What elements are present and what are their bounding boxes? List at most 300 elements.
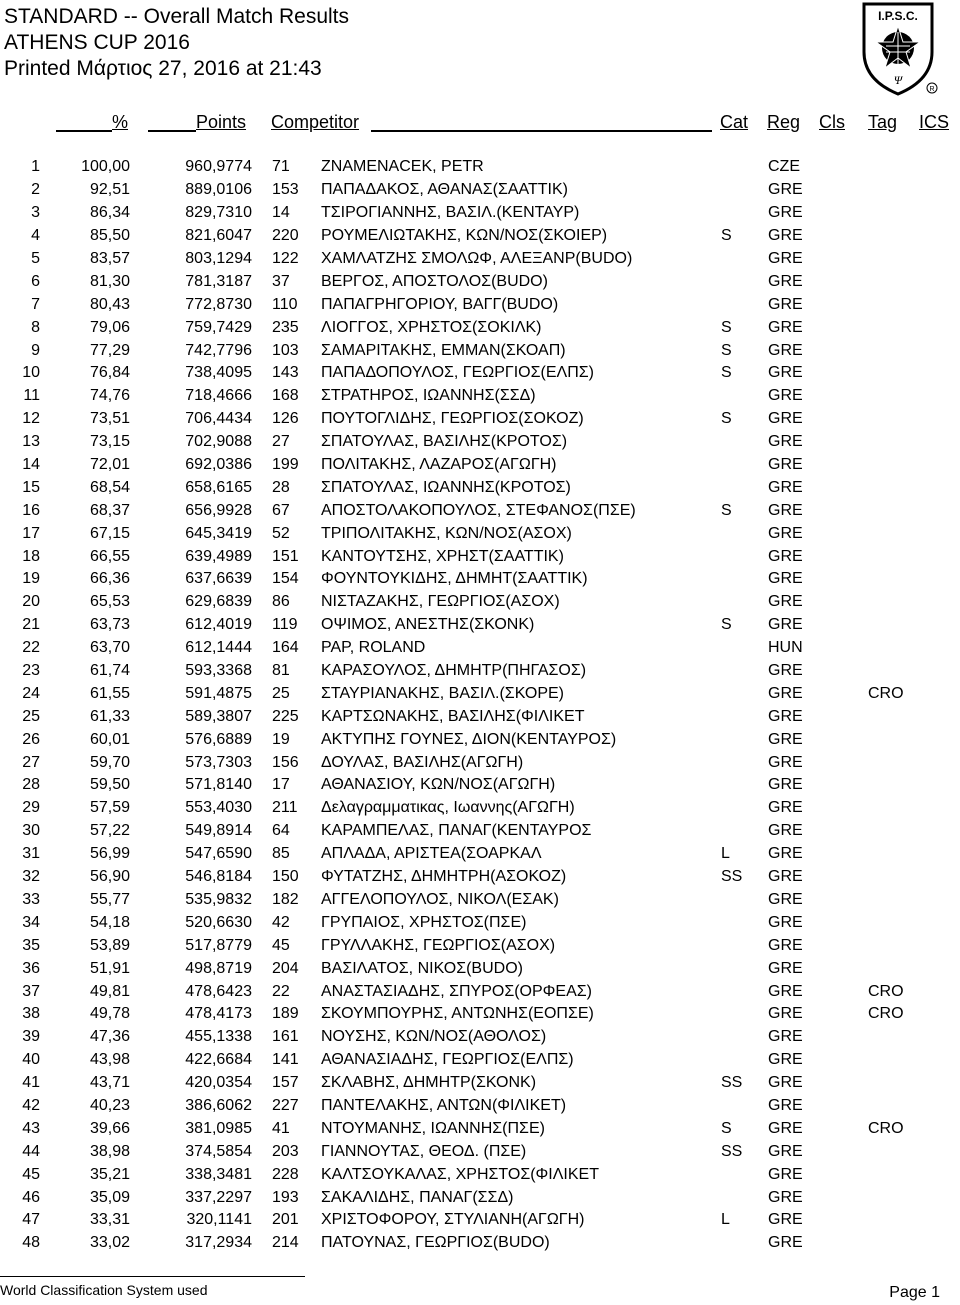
percent-cell: 54,18 <box>89 913 130 931</box>
ics-cell <box>868 499 928 522</box>
competitor-number-cell: 214 <box>272 1234 299 1252</box>
points-cell: 571,8140 <box>185 776 252 794</box>
ics-cell <box>868 476 928 499</box>
ics-cell <box>868 911 928 934</box>
col-tag: Tag <box>868 112 898 132</box>
ics-cell <box>868 1072 928 1095</box>
percent-cell: 74,76 <box>89 387 130 405</box>
place-cell: 5 <box>31 250 40 267</box>
category-cell: SS <box>721 1074 743 1092</box>
ics-cell <box>868 728 928 751</box>
table-row <box>0 1186 928 1209</box>
place-cell: 2 <box>31 181 40 199</box>
percent-cell: 79,06 <box>89 318 130 336</box>
table-row <box>0 957 928 980</box>
place-cell: 10 <box>22 364 40 382</box>
competitor-name-cell: ΧΡΙΣΤΟΦΟΡΟΥ, ΣΤΥΛΙΑΝΗ(ΑΓΩΓΗ) <box>321 1211 585 1229</box>
competitor-name-cell: ΝΟΥΣΗΣ, ΚΩΝ/ΝΟΣ(ΑΘΟΛΟΣ) <box>321 1028 547 1046</box>
ics-cell <box>868 225 928 248</box>
percent-cell: 76,84 <box>89 364 130 382</box>
underline-rule <box>148 130 196 132</box>
percent-cell: 47,36 <box>89 1028 130 1046</box>
region-cell: GRE <box>768 1074 803 1092</box>
category-cell <box>721 1026 768 1049</box>
competitor-name-cell: ΚΑΡΑΣΟΥΛΟΣ, ΔΗΜΗΤΡ(ΠΗΓΑΣΟΣ) <box>321 662 587 680</box>
region-cell: GRE <box>768 227 803 245</box>
region-cell: GRE <box>768 1234 803 1252</box>
footer-divider <box>0 1276 305 1277</box>
table-row <box>0 202 928 225</box>
competitor-name-cell: ΤΡΙΠΟΛΙΤΑΚΗΣ, ΚΩΝ/ΝΟΣ(ΑΣΟΧ) <box>321 524 572 542</box>
table-row <box>0 1140 928 1163</box>
category-cell <box>721 248 768 271</box>
percent-cell: 68,37 <box>89 501 130 519</box>
report-header <box>4 4 349 82</box>
points-cell: 546,8184 <box>185 868 252 886</box>
points-cell: 338,3481 <box>185 1165 252 1183</box>
category-cell <box>721 1186 768 1209</box>
competitor-name-cell: ΒΕΡΓΟΣ, ΑΠΟΣΤΟΛΟΣ(BUDO) <box>321 272 548 290</box>
competitor-number-cell: 42 <box>272 913 290 931</box>
percent-cell: 81,30 <box>89 272 130 290</box>
category-cell <box>721 476 768 499</box>
points-cell: 420,0354 <box>185 1074 252 1092</box>
percent-cell: 35,21 <box>89 1165 130 1183</box>
competitor-number-cell: 227 <box>272 1096 299 1114</box>
region-cell: GRE <box>768 593 803 611</box>
region-cell: GRE <box>768 318 803 336</box>
percent-cell: 53,89 <box>89 936 130 954</box>
competitor-name-cell: ΣΑΜΑΡΙΤΑΚΗΣ, ΕΜΜΑΝ(ΣΚΟΑΠ) <box>321 341 566 359</box>
percent-cell: 83,57 <box>89 250 130 267</box>
table-row <box>0 1003 928 1026</box>
table-row <box>0 614 928 637</box>
place-cell: 45 <box>22 1165 40 1183</box>
points-cell: 553,4030 <box>185 799 252 817</box>
category-cell <box>721 751 768 774</box>
category-cell <box>721 820 768 843</box>
region-cell: GRE <box>768 753 803 771</box>
region-cell: GRE <box>768 341 803 359</box>
report-title: STANDARD -- Overall Match Results <box>4 5 350 28</box>
region-cell: GRE <box>768 547 803 565</box>
percent-cell: 65,53 <box>89 593 130 611</box>
points-cell: 960,9774 <box>185 158 252 176</box>
region-cell: GRE <box>768 799 803 817</box>
percent-cell: 100,00 <box>81 158 130 176</box>
table-row <box>0 1072 928 1095</box>
table-row <box>0 248 928 271</box>
percent-cell: 73,51 <box>89 410 130 428</box>
place-cell: 42 <box>22 1096 40 1114</box>
competitor-name-cell: ΔΟΥΛΑΣ, ΒΑΣΙΛΗΣ(ΑΓΩΓΗ) <box>321 753 524 771</box>
col-reg: Reg <box>767 112 801 132</box>
table-row <box>0 889 928 912</box>
category-cell <box>721 591 768 614</box>
region-cell: GRE <box>768 250 803 267</box>
percent-cell: 77,29 <box>89 341 130 359</box>
percent-cell: 49,78 <box>89 1005 130 1023</box>
place-cell: 30 <box>22 822 40 840</box>
place-cell: 44 <box>22 1142 40 1160</box>
competitor-name-cell: ΠΑΠΑΔΑΚΟΣ, ΑΘΑΝΑΣ(ΣΑΑΤΤΙΚ) <box>321 181 568 199</box>
svg-text:R: R <box>929 86 935 93</box>
competitor-name-cell: ΓΡΥΛΛΑΚΗΣ, ΓΕΩΡΓΙΟΣ(ΑΣΟΧ) <box>321 936 556 954</box>
competitor-number-cell: 220 <box>272 227 299 245</box>
table-row <box>0 637 928 660</box>
ics-cell: CRO <box>868 684 904 702</box>
category-cell: S <box>721 227 732 245</box>
table-row <box>0 843 928 866</box>
place-cell: 31 <box>22 845 40 863</box>
competitor-name-cell: ΣΚΟΥΜΠΟΥΡΗΣ, ΑΝΤΩΝΗΣ(ΕΟΠΣΕ) <box>321 1005 594 1023</box>
table-row <box>0 934 928 957</box>
place-cell: 16 <box>22 501 40 519</box>
place-cell: 39 <box>22 1028 40 1046</box>
competitor-number-cell: 67 <box>272 501 290 519</box>
competitor-number-cell: 110 <box>272 295 298 313</box>
competitor-name-cell: ΑΠΛΑΔΑ, ΑΡΙΣΤΕΑ(ΣΟΑΡΚΑΛ <box>321 845 542 863</box>
ics-cell <box>868 522 928 545</box>
region-cell: GRE <box>768 959 803 977</box>
ics-cell <box>868 797 928 820</box>
category-cell <box>721 911 768 934</box>
competitor-name-cell: ΓΡΥΠΑΙΟΣ, ΧΡΗΣΤΟΣ(ΠΣΕ) <box>321 913 527 931</box>
category-cell <box>721 1003 768 1026</box>
points-cell: 803,1294 <box>185 250 252 267</box>
competitor-name-cell: ΣΠΑΤΟΥΛΑΣ, ΒΑΣΙΛΗΣ(ΚΡΟΤΟΣ) <box>321 433 568 451</box>
region-cell: GRE <box>768 1165 803 1183</box>
competitor-number-cell: 143 <box>272 364 299 382</box>
percent-cell: 38,98 <box>89 1142 130 1160</box>
competitor-name-cell: ΦΟΥΝΤΟΥΚΙΔΗΣ, ΔΗΜΗΤ(ΣΑΑΤΤΙΚ) <box>321 570 588 588</box>
ics-cell: CRO <box>868 1005 904 1023</box>
competitor-number-cell: 126 <box>272 410 299 428</box>
place-cell: 3 <box>31 204 40 222</box>
points-cell: 639,4989 <box>185 547 252 565</box>
table-row <box>0 293 928 316</box>
category-cell <box>721 774 768 797</box>
category-cell <box>721 660 768 683</box>
place-cell: 19 <box>22 570 40 588</box>
points-cell: 478,6423 <box>185 982 252 1000</box>
region-cell: GRE <box>768 410 803 428</box>
region-cell: GRE <box>768 662 803 680</box>
competitor-number-cell: 81 <box>272 662 290 680</box>
table-row <box>0 408 928 431</box>
table-row <box>0 339 928 362</box>
category-cell <box>721 179 768 202</box>
page-number: Page 1 <box>889 1284 940 1301</box>
table-row <box>0 522 928 545</box>
category-cell <box>721 980 768 1003</box>
region-cell: GRE <box>768 936 803 954</box>
ics-cell <box>868 431 928 454</box>
points-cell: 692,0386 <box>185 456 252 474</box>
place-cell: 37 <box>22 982 40 1000</box>
points-cell: 718,4666 <box>185 387 252 405</box>
percent-cell: 35,09 <box>89 1188 130 1206</box>
points-cell: 821,6047 <box>185 227 252 245</box>
col-competitor: Competitor <box>271 112 360 132</box>
ics-cell <box>868 454 928 477</box>
place-cell: 21 <box>22 616 40 634</box>
percent-cell: 56,99 <box>89 845 130 863</box>
percent-cell: 85,50 <box>89 227 130 245</box>
percent-cell: 60,01 <box>89 730 130 748</box>
competitor-number-cell: 151 <box>272 547 299 565</box>
table-row <box>0 1095 928 1118</box>
col-pct: % <box>112 112 129 132</box>
competitor-number-cell: 119 <box>272 616 298 634</box>
place-cell: 9 <box>31 341 40 359</box>
points-cell: 455,1338 <box>185 1028 252 1046</box>
competitor-number-cell: 71 <box>272 158 290 176</box>
competitor-number-cell: 157 <box>272 1074 299 1092</box>
table-row <box>0 156 928 179</box>
table-row <box>0 568 928 591</box>
region-cell: GRE <box>768 478 803 496</box>
points-cell: 656,9928 <box>185 501 252 519</box>
competitor-number-cell: 17 <box>272 776 290 794</box>
printed-date: Printed Μάρτιος 27, 2016 at 21:43 <box>4 57 322 80</box>
competitor-number-cell: 168 <box>272 387 299 405</box>
competitor-name-cell: ΠΑΤΟΥΝΑΣ, ΓΕΩΡΓΙΟΣ(BUDO) <box>321 1234 550 1252</box>
place-cell: 15 <box>22 478 40 496</box>
ics-cell <box>868 751 928 774</box>
competitor-number-cell: 14 <box>272 204 290 222</box>
percent-cell: 86,34 <box>89 204 130 222</box>
region-cell: GRE <box>768 868 803 886</box>
table-row <box>0 1049 928 1072</box>
region-cell: GRE <box>768 730 803 748</box>
table-row <box>0 225 928 248</box>
category-cell <box>721 728 768 751</box>
competitor-name-cell: ΠΟΛΙΤΑΚΗΣ, ΛΑΖΑΡΟΣ(ΑΓΩΓΗ) <box>321 456 557 474</box>
category-cell: S <box>721 1119 732 1137</box>
category-cell <box>721 705 768 728</box>
category-cell <box>721 1163 768 1186</box>
competitor-name-cell: ΣΑΚΑΛΙΔΗΣ, ΠΑΝΑΓ(ΣΣΔ) <box>321 1188 514 1206</box>
region-cell: GRE <box>768 616 803 634</box>
table-row <box>0 660 928 683</box>
points-cell: 337,2297 <box>185 1188 252 1206</box>
region-cell: GRE <box>768 181 803 199</box>
place-cell: 14 <box>22 456 40 474</box>
category-cell <box>721 1049 768 1072</box>
ics-cell <box>868 843 928 866</box>
category-cell <box>721 682 768 705</box>
table-row <box>0 591 928 614</box>
points-cell: 759,7429 <box>185 318 252 336</box>
competitor-number-cell: 204 <box>272 959 299 977</box>
percent-cell: 43,98 <box>89 1051 130 1069</box>
place-cell: 12 <box>22 410 40 428</box>
category-cell: SS <box>721 1142 743 1160</box>
ics-cell <box>868 179 928 202</box>
points-cell: 573,7303 <box>185 753 252 771</box>
place-cell: 11 <box>23 387 40 405</box>
ics-cell <box>868 1026 928 1049</box>
competitor-name-cell: ΚΑΡΑΜΠΕΛΑΣ, ΠΑΝΑΓ(ΚΕΝΤΑΥΡΟΣ <box>321 822 592 840</box>
table-row <box>0 454 928 477</box>
table-row <box>0 1026 928 1049</box>
competitor-name-cell: ZNAMENACEK, PETR <box>321 158 484 176</box>
category-cell <box>721 293 768 316</box>
competitor-name-cell: Δελαγραμματικας, Ιωαννης(ΑΓΩΓΗ) <box>321 799 575 817</box>
col-points: Points <box>196 112 247 132</box>
competitor-name-cell: ΣΤΑΥΡΙΑΝΑΚΗΣ, ΒΑΣΙΛ.(ΣΚΟΡΕ) <box>321 684 564 702</box>
competitor-name-cell: ΠΑΠΑΔΟΠΟΥΛΟΣ, ΓΕΩΡΓΙΟΣ(ΕΛΠΣ) <box>321 364 594 382</box>
place-cell: 18 <box>22 547 40 565</box>
place-cell: 8 <box>31 318 40 336</box>
percent-cell: 73,15 <box>89 433 130 451</box>
table-row <box>0 499 928 522</box>
competitor-name-cell: ΝΙΣΤΑΖΑΚΗΣ, ΓΕΩΡΓΙΟΣ(ΑΣΟΧ) <box>321 593 560 611</box>
percent-cell: 43,71 <box>89 1074 130 1092</box>
competitor-number-cell: 201 <box>272 1211 299 1229</box>
points-cell: 593,3368 <box>185 662 252 680</box>
ics-cell <box>868 934 928 957</box>
table-row <box>0 431 928 454</box>
competitor-number-cell: 27 <box>272 433 290 451</box>
points-cell: 612,1444 <box>185 639 252 657</box>
points-cell: 386,6062 <box>185 1096 252 1114</box>
category-cell <box>721 270 768 293</box>
competitor-name-cell: ΚΑΡΤΣΩΝΑΚΗΣ, ΒΑΣΙΛΗΣ(ΦΙΛΙΚΕΤ <box>321 707 585 725</box>
ics-cell <box>868 270 928 293</box>
percent-cell: 61,74 <box>89 662 130 680</box>
table-row <box>0 1163 928 1186</box>
place-cell: 46 <box>22 1188 40 1206</box>
percent-cell: 40,23 <box>89 1096 130 1114</box>
points-cell: 629,6839 <box>185 593 252 611</box>
place-cell: 47 <box>22 1211 40 1229</box>
match-name: ATHENS CUP 2016 <box>4 31 190 54</box>
table-row <box>0 728 928 751</box>
col-ics: ICS <box>919 112 950 132</box>
table-row <box>0 866 928 889</box>
competitor-number-cell: 64 <box>272 822 290 840</box>
region-cell: GRE <box>768 776 803 794</box>
place-cell: 36 <box>22 959 40 977</box>
svg-text:Ψ: Ψ <box>893 73 903 87</box>
competitor-name-cell: ΤΣΙΡΟΓΙΑΝΝΗΣ, ΒΑΣΙΛ.(ΚΕΝΤΑΥΡ) <box>321 204 580 222</box>
points-cell: 320,1141 <box>186 1211 252 1229</box>
competitor-number-cell: 235 <box>272 318 299 336</box>
category-cell <box>721 889 768 912</box>
ics-cell <box>868 889 928 912</box>
competitor-number-cell: 182 <box>272 890 299 908</box>
competitor-name-cell: ΦΥΤΑΤΖΗΣ, ΔΗΜΗΤΡΗ(ΑΣΟΚΟΖ) <box>321 868 567 886</box>
region-cell: GRE <box>768 295 803 313</box>
place-cell: 29 <box>22 799 40 817</box>
points-cell: 706,4434 <box>185 410 252 428</box>
competitor-name-cell: ΠΑΠΑΓΡΗΓΟΡΙΟΥ, ΒΑΓΓ(BUDO) <box>321 295 559 313</box>
competitor-number-cell: 86 <box>272 593 290 611</box>
points-cell: 591,4875 <box>185 684 252 702</box>
category-cell: S <box>721 364 732 382</box>
points-cell: 517,8779 <box>185 936 252 954</box>
ics-cell <box>868 660 928 683</box>
percent-cell: 80,43 <box>89 295 130 313</box>
place-cell: 48 <box>22 1234 40 1252</box>
points-cell: 547,6590 <box>185 845 252 863</box>
competitor-name-cell: ΒΑΣΙΛΑΤΟΣ, ΝΙΚΟΣ(BUDO) <box>321 959 523 977</box>
competitor-name-cell: ΑΚΤΥΠΗΣ ΓΟΥΝΕΣ, ΔΙΟΝ(ΚΕΝΤΑΥΡΟΣ) <box>321 730 617 748</box>
place-cell: 34 <box>22 913 40 931</box>
table-row <box>0 751 928 774</box>
place-cell: 43 <box>22 1119 40 1137</box>
competitor-name-cell: ΚΑΝΤΟΥΤΣΗΣ, ΧΡΗΣΤ(ΣΑΑΤΤΙΚ) <box>321 547 564 565</box>
region-cell: GRE <box>768 204 803 222</box>
competitor-number-cell: 141 <box>272 1051 299 1069</box>
ics-cell <box>868 293 928 316</box>
competitor-name-cell: ΑΠΟΣΤΟΛΑΚΟΠΟΥΛΟΣ, ΣΤΕΦΑΝΟΣ(ΠΣΕ) <box>321 501 636 519</box>
place-cell: 4 <box>31 227 40 245</box>
place-cell: 27 <box>22 753 40 771</box>
competitor-number-cell: 103 <box>272 341 299 359</box>
points-cell: 317,2934 <box>185 1234 252 1252</box>
points-cell: 589,3807 <box>185 707 252 725</box>
table-row <box>0 1117 928 1140</box>
percent-cell: 68,54 <box>89 478 130 496</box>
region-cell: GRE <box>768 433 803 451</box>
percent-cell: 55,77 <box>89 890 130 908</box>
competitor-name-cell: ΣΠΑΤΟΥΛΑΣ, ΙΩΑΝΝΗΣ(ΚΡΟΤΟΣ) <box>321 478 571 496</box>
ics-cell: CRO <box>868 982 904 1000</box>
percent-cell: 66,36 <box>89 570 130 588</box>
ics-cell <box>868 1095 928 1118</box>
region-cell: GRE <box>768 890 803 908</box>
points-cell: 374,5854 <box>185 1142 252 1160</box>
competitor-name-cell: ΧΑΜΛΑΤΖΗΣ ΣΜΟΛΩΦ, ΑΛΕΞΑΝΡ(BUDO) <box>321 250 633 267</box>
region-cell: GRE <box>768 1028 803 1046</box>
competitor-name-cell: ΡΟΥΜΕΛΙΩΤΑΚΗΣ, ΚΩΝ/ΝΟΣ(ΣΚΟΙΕΡ) <box>321 227 608 245</box>
region-cell: GRE <box>768 1142 803 1160</box>
category-cell: S <box>721 616 732 634</box>
ics-cell <box>868 1232 928 1255</box>
competitor-number-cell: 41 <box>272 1119 290 1137</box>
competitor-name-cell: ΟΨΙΜΟΣ, ΑΝΕΣΤΗΣ(ΣΚΟΝΚ) <box>321 616 535 634</box>
region-cell: GRE <box>768 1119 803 1137</box>
table-row <box>0 774 928 797</box>
competitor-number-cell: 154 <box>272 570 299 588</box>
ics-cell <box>868 591 928 614</box>
competitor-number-cell: 45 <box>272 936 290 954</box>
category-cell <box>721 202 768 225</box>
points-cell: 549,8914 <box>185 822 252 840</box>
region-cell: GRE <box>768 1051 803 1069</box>
category-cell <box>721 385 768 408</box>
ics-cell <box>868 705 928 728</box>
competitor-name-cell: ΛΙΟΓΓΟΣ, ΧΡΗΣΤΟΣ(ΣΟΚΙΛΚ) <box>321 318 542 336</box>
region-cell: GRE <box>768 707 803 725</box>
ics-cell <box>868 248 928 271</box>
ics-cell <box>868 1163 928 1186</box>
percent-cell: 33,02 <box>89 1234 130 1252</box>
category-cell <box>721 568 768 591</box>
competitor-number-cell: 228 <box>272 1165 299 1183</box>
ics-cell <box>868 202 928 225</box>
region-cell: GRE <box>768 387 803 405</box>
points-cell: 772,8730 <box>185 295 252 313</box>
category-cell: S <box>721 341 732 359</box>
region-cell: GRE <box>768 845 803 863</box>
competitor-number-cell: 22 <box>272 982 290 1000</box>
percent-cell: 61,55 <box>89 684 130 702</box>
category-cell <box>721 454 768 477</box>
